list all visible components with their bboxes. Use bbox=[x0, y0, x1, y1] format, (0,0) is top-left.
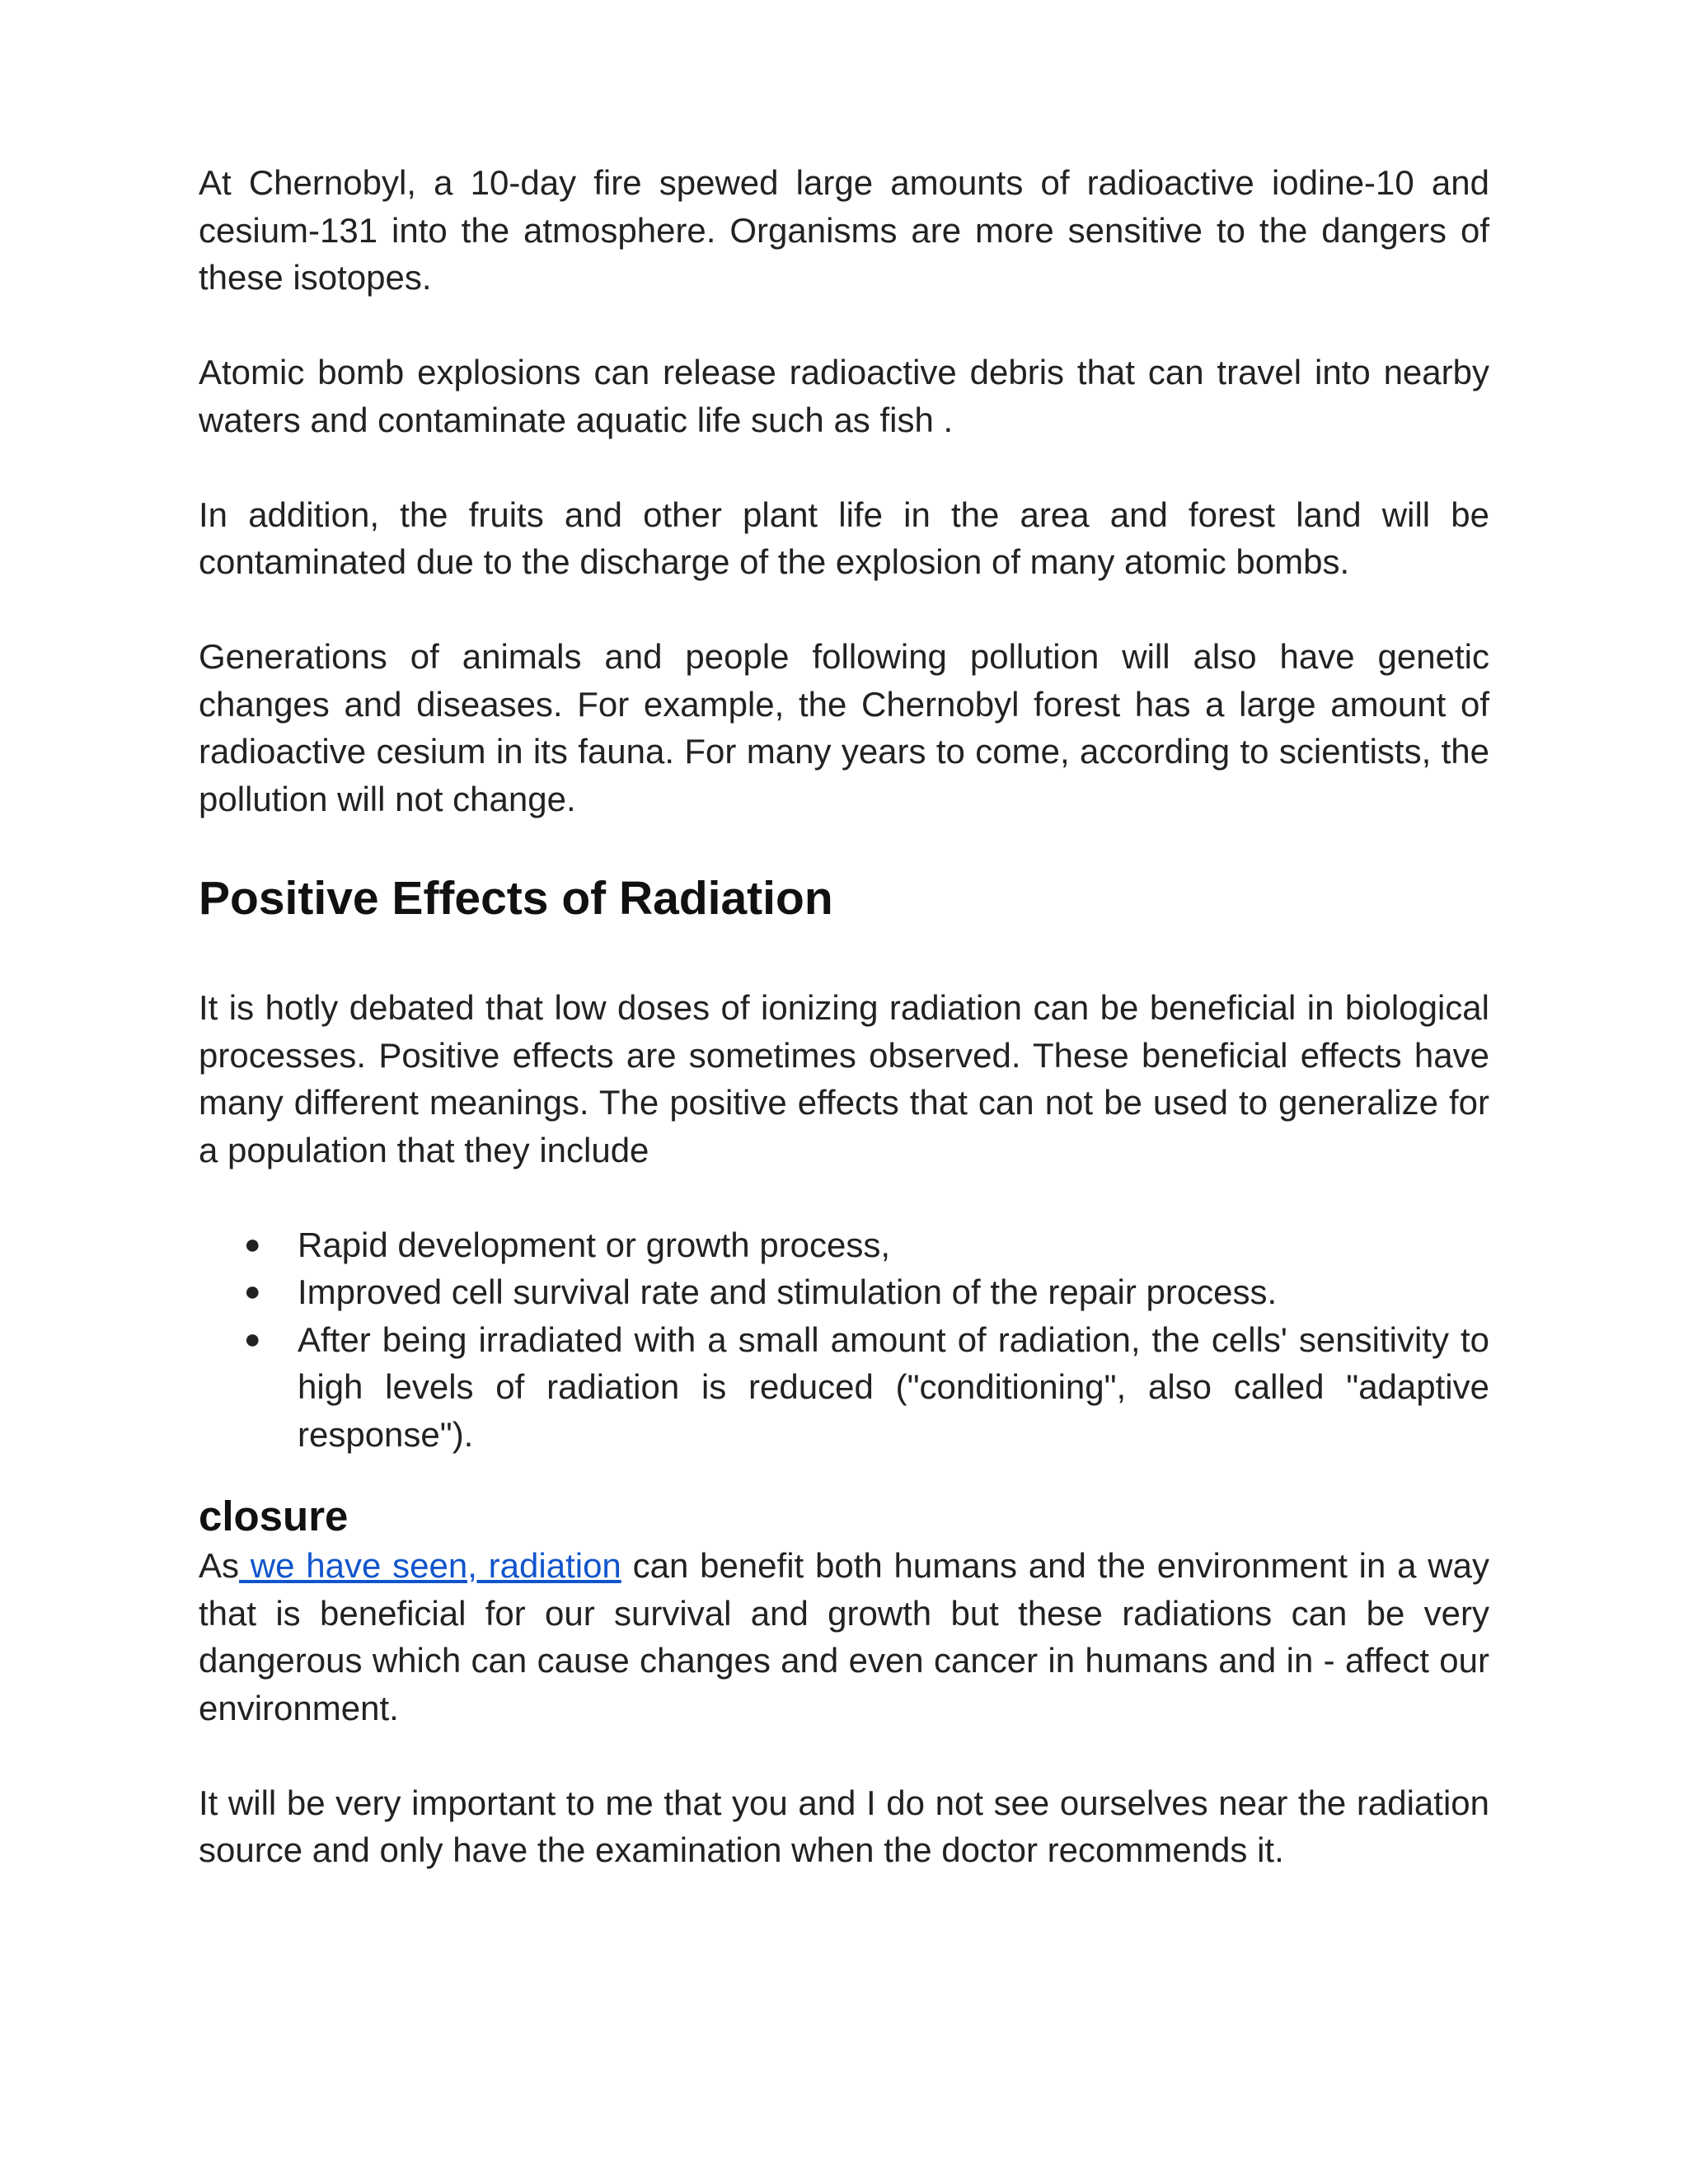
bullet-icon: ● bbox=[244, 1276, 261, 1307]
paragraph-generations: Generations of animals and people following pollution will also have genetic changes and diseases. For example, the Chernobyl forest has a large amount of radioactive cesium in its fauna. For many years to come, according to scientists, the pollution will not change. bbox=[199, 637, 1489, 818]
paragraph-closure bbox=[199, 1542, 1489, 1732]
list-item bbox=[199, 1316, 1489, 1459]
list-item bbox=[199, 1268, 1489, 1316]
radiation-link[interactable]: we have seen, radiation bbox=[239, 1546, 621, 1585]
heading-closure: closure bbox=[199, 1493, 349, 1540]
paragraph-atomic-debris: Atomic bomb explosions can release radioactive debris that can travel into nearby waters and contaminate aquatic life such as fish . bbox=[199, 353, 1489, 439]
list-item-text: Improved cell survival rate and stimulation of the repair process. bbox=[298, 1272, 1278, 1311]
paragraph-positive-intro: It is hotly debated that low doses of ionizing radiation can be beneficial in biological processes. Positive effects are sometimes observed. These beneficial effects have many different meanings. The positive effects that can not be used to generalize for a population that they include bbox=[199, 988, 1489, 1169]
list-item-text: Rapid development or growth process, bbox=[298, 1225, 891, 1264]
closure-body-text: can benefit both humans and the environment in a way that is beneficial for our survival and growth but these radiations can be very dangerous which can cause changes and even cancer in humans and in - affect our environment. bbox=[199, 1546, 1489, 1727]
bullet-icon: ● bbox=[244, 1323, 261, 1355]
list-item-text: After being irradiated with a small amount of radiation, the cells' sensitivity to high levels of radiation is reduced ("conditioning", also called "adaptive response"). bbox=[298, 1319, 1489, 1454]
heading-positive-effects: Positive Effects of Radiation bbox=[199, 872, 833, 925]
closure-lead-text: As bbox=[199, 1546, 240, 1585]
benefits-list bbox=[199, 1221, 1489, 1459]
paragraph-chernobyl-fire: At Chernobyl, a 10-day fire spewed large amounts of radioactive iodine-10 and cesium-131 into the atmosphere. Organisms are more sensitive to the dangers of these isotopes. bbox=[199, 163, 1489, 297]
paragraph-final: It will be very important to me that you and I do not see ourselves near the radiation source and only have the examination when the doctor recommends it. bbox=[199, 1783, 1489, 1869]
paragraph-plant-contamination: In addition, the fruits and other plant life in the area and forest land will be contaminated due to the discharge of the explosion of many atomic bombs. bbox=[199, 494, 1489, 581]
list-item bbox=[199, 1221, 1489, 1269]
document-body bbox=[199, 159, 1489, 1874]
bullet-icon: ● bbox=[244, 1228, 261, 1260]
